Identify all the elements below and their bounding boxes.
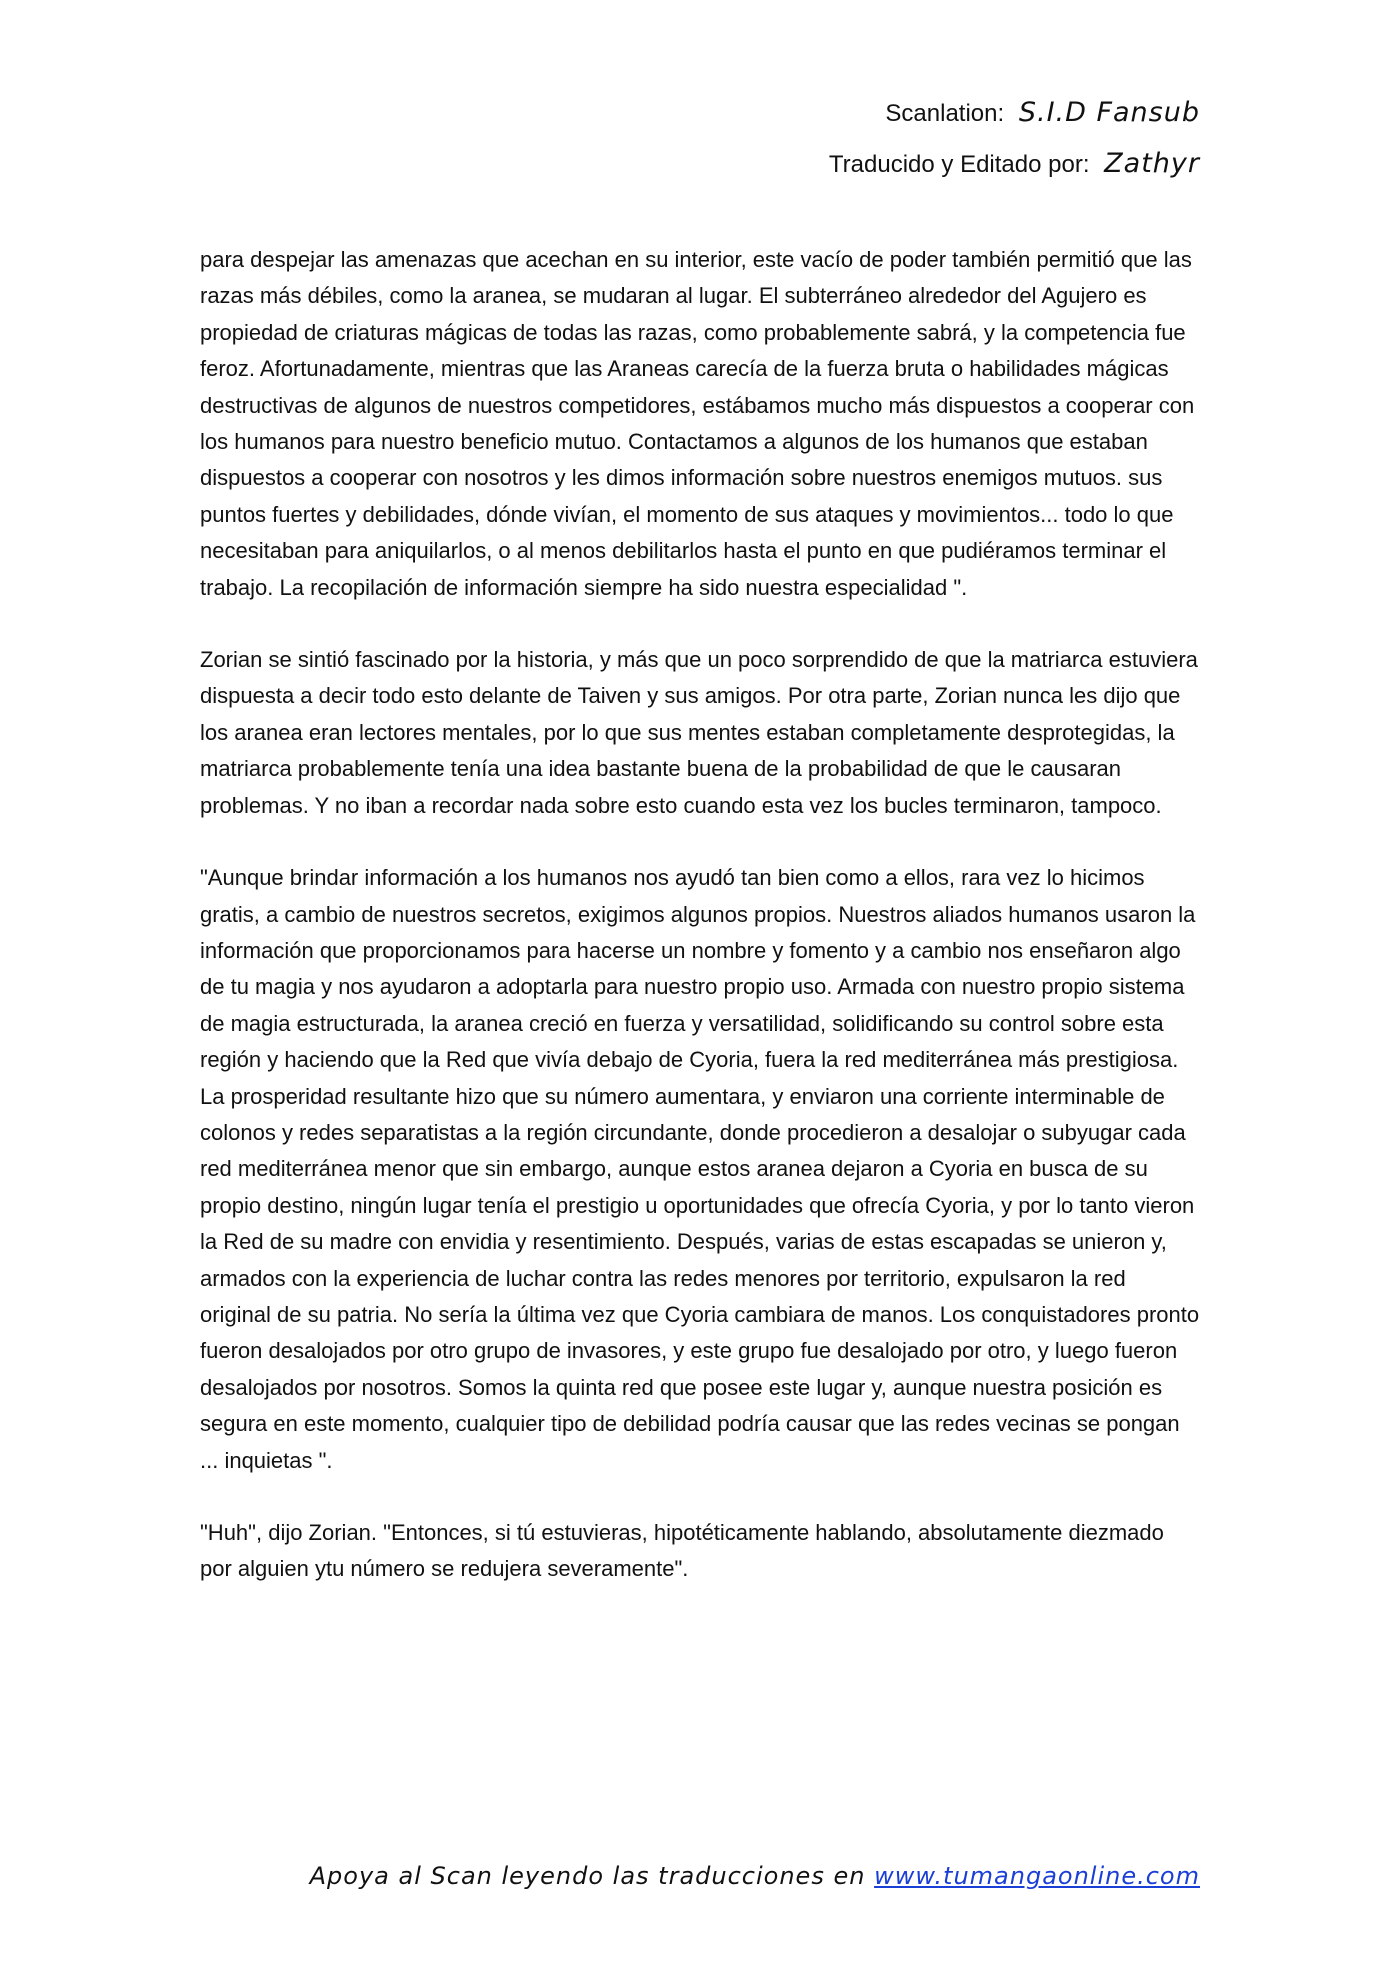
page-header <box>829 88 1200 190</box>
translator-name: Zathyr <box>1104 148 1200 179</box>
scanlation-label: Scanlation: <box>885 100 1005 127</box>
footer-link[interactable]: www.tumangaonline.com <box>874 1862 1200 1890</box>
translator-line <box>829 139 1200 190</box>
paragraph: Zorian se sintió fascinado por la historia, y más que un poco sorprendido de que la matriarca estuviera dispuesta a decir todo esto delante de Taiven y sus amigos. Por otra parte, Zorian nunca les dijo que los aranea eran lectores mentales, por lo que sus mentes estaban completamente desprotegidas, la matriarca probablemente tenía una idea bastante buena de la probabilidad de que le causaran problemas. Y no iban a recordar nada sobre esto cuando esta vez los bucles terminaron, tampoco. <box>200 647 1198 818</box>
paragraph: "Huh", dijo Zorian. "Entonces, si tú estuvieras, hipotéticamente hablando, absolutamente diezmado por alguien ytu número se redujera severamente". <box>200 1520 1164 1582</box>
document-body <box>200 242 1200 1624</box>
paragraph: para despejar las amenazas que acechan en su interior, este vacío de poder también permitió que las razas más débiles, como la aranea, se mudaran al lugar. El subterráneo alrededor del Agujero es propiedad de criaturas mágicas de todas las razas, como probablemente sabrá, y la competencia fue feroz. Afortunadamente, mientras que las Araneas carecía de la fuerza bruta o habilidades mágicas destructivas de algunos de nuestros competidores, estábamos mucho más dispuestos a cooperar con los humanos para nuestro beneficio mutuo. Contactamos a algunos de los humanos que estaban dispuestos a cooperar con nosotros y les dimos información sobre nuestros enemigos mutuos. sus puntos fuertes y debilidades, dónde vivían, el momento de sus ataques y movimientos... todo lo que necesitaban para aniquilarlos, o al menos debilitarlos hasta el punto en que pudiéramos terminar el trabajo. La recopilación de información siempre ha sido nuestra especialidad ". <box>200 247 1195 600</box>
scanlation-line <box>829 88 1200 139</box>
footer-text: Apoya al Scan leyendo las traducciones en <box>309 1862 866 1890</box>
paragraph: "Aunque brindar información a los humanos nos ayudó tan bien como a ellos, rara vez lo hicimos gratis, a cambio de nuestros secretos, exigimos algunos propios. Nuestros aliados humanos usaron la información que proporcionamos para hacerse un nombre y fomento y a cambio nos enseñaron algo de tu magia y nos ayudaron a adoptarla para nuestro propio uso. Armada con nuestro propio sistema de magia estructurada, la aranea creció en fuerza y versatilidad, solidificando su control sobre esta región y haciendo que la Red que vivía debajo de Cyoria, fuera la red mediterránea más prestigiosa. La prosperidad resultante hizo que su número aumentara, y enviaron una corriente interminable de colonos y redes separatistas a la región circundante, donde procedieron a desalojar o subyugar cada red mediterránea menor que sin embargo, aunque estos aranea dejaron a Cyoria en busca de su propio destino, ningún lugar tenía el prestigio u oportunidades que ofrecía Cyoria, y por lo tanto vieron la Red de su madre con envidia y resentimiento. Después, varias de estas escapadas se unieron y, armados con la experiencia de luchar contra las redes menores por territorio, expulsaron la red original de su patria. No sería la última vez que Cyoria cambiara de manos. Los conquistadores pronto fueron desalojados por otro grupo de invasores, y este grupo fue desalojado por otro, y luego fueron desalojados por nosotros. Somos la quinta red que posee este lugar y, aunque nuestra posición es segura en este momento, cualquier tipo de debilidad podría causar que las redes vecinas se pongan ... inquietas ". <box>200 865 1200 1473</box>
page-footer <box>310 1862 1200 1890</box>
translator-label: Traducido y Editado por: <box>828 151 1090 178</box>
scanlation-name: S.I.D Fansub <box>1018 97 1200 128</box>
